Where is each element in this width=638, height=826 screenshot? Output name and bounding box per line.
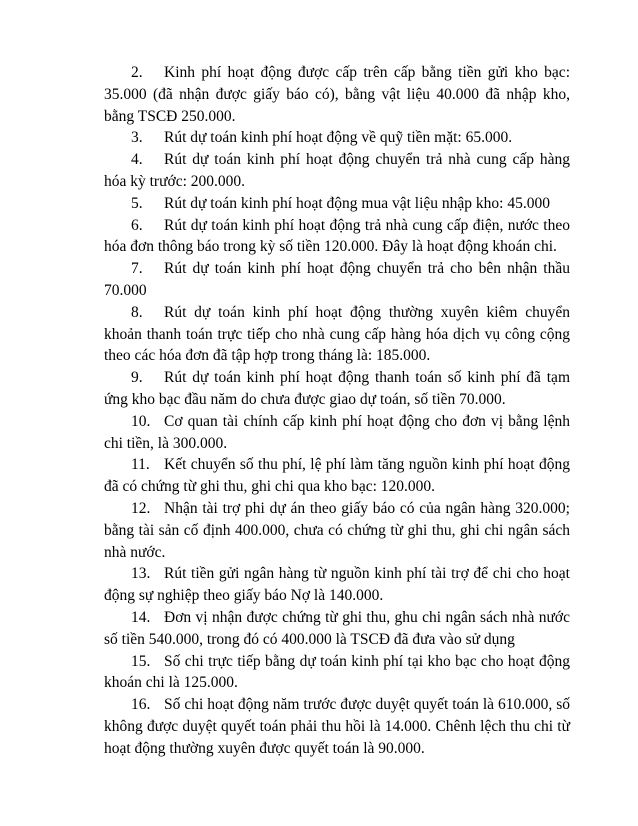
paragraph-item: [104, 607, 570, 651]
item-number: 12.: [131, 499, 151, 517]
item-number: 7.: [131, 260, 143, 278]
item-number: 9.: [131, 369, 143, 387]
paragraph-item: [104, 498, 570, 563]
item-text: Rút dự toán kinh phí hoạt động thường xuyên kiêm chuyển khoản thanh toán trực tiếp cho nhà cung cấp hàng hóa dịch vụ công cộng theo các hóa đơn đã tập hợp trong tháng là: 185.000.: [104, 303, 570, 365]
item-text: Đơn vị nhận được chứng từ ghi thu, ghu chi ngân sách nhà nước số tiền 540.000, trong đó có 400.000 là TSCĐ đã đưa vào sử dụng: [104, 608, 570, 648]
paragraph-item: [104, 367, 570, 411]
item-number: 16.: [131, 696, 151, 714]
item-number: 5.: [131, 194, 143, 212]
paragraph-list: [104, 62, 570, 760]
paragraph-item: [104, 215, 570, 259]
paragraph-item: [104, 563, 570, 607]
item-number: 14.: [131, 608, 151, 626]
item-text: Rút dự toán kinh phí hoạt động về quỹ tiền mặt: 65.000.: [164, 129, 513, 147]
item-number: 3.: [131, 129, 143, 147]
item-text: Rút dự toán kinh phí hoạt động mua vật liệu nhập kho: 45.000: [164, 194, 550, 212]
item-text: Số chi hoạt động năm trước được duyệt quyết toán là 610.000, số không được duyệt quyết toán phải thu hồi là 14.000. Chênh lệch thu chi từ hoạt động thường xuyên được quyết toán là 90.000.: [104, 696, 570, 757]
item-number: 2.: [131, 64, 143, 81]
item-text: Rút dự toán kinh phí hoạt động thanh toán số kinh phí đã tạm ứng kho bạc đầu năm do chưa được giao dự toán, số tiền 70.000.: [104, 369, 570, 408]
paragraph-item: [104, 302, 570, 367]
item-number: 8.: [131, 303, 143, 321]
paragraph-item: [104, 258, 570, 302]
item-text: Rút dự toán kinh phí hoạt động chuyển trả nhà cung cấp hàng hóa kỳ trước: 200.000.: [104, 151, 570, 190]
paragraph-item: [104, 411, 570, 455]
item-number: 15.: [131, 652, 151, 670]
item-number: 6.: [131, 216, 143, 234]
item-number: 10.: [131, 412, 151, 430]
item-number: 4.: [131, 151, 143, 169]
paragraph-item: [104, 149, 570, 193]
paragraph-item: [104, 651, 570, 695]
paragraph-item: [104, 127, 570, 149]
paragraph-item: [104, 62, 570, 127]
item-number: 11.: [131, 456, 150, 474]
paragraph-item: [104, 193, 570, 215]
item-text: Số chi trực tiếp bằng dự toán kinh phí tại kho bạc cho hoạt động khoán chi là 125.000.: [104, 652, 570, 692]
item-text: Kết chuyển số thu phí, lệ phí làm tăng nguồn kinh phí hoạt động đã có chứng từ ghi thu, ghi chi qua kho bạc: 120.000.: [104, 456, 570, 496]
item-text: Cơ quan tài chính cấp kinh phí hoạt động cho đơn vị bằng lệnh chi tiền, là 300.000.: [104, 412, 570, 452]
item-text: Rút dự toán kinh phí hoạt động trả nhà cung cấp điện, nước theo hóa đơn thông báo trong kỳ số tiền 120.000. Đây là hoạt động khoán chi.: [104, 216, 570, 256]
paragraph-item: [104, 454, 570, 498]
item-text: Rút tiền gửi ngân hàng từ nguồn kinh phí tài trợ để chi cho hoạt động sự nghiệp theo giấy báo Nợ là 140.000.: [104, 565, 570, 605]
item-text: Kinh phí hoạt động được cấp trên cấp bằng tiền gửi kho bạc: 35.000 (đã nhận được giấy báo có), bằng vật liệu 40.000 đã nhập kho, bằng TSCĐ 250.000.: [104, 64, 570, 125]
item-text: Nhận tài trợ phi dự án theo giấy báo có của ngân hàng 320.000; bằng tài sản cố định 400.000, chưa có chứng từ ghi thu, ghi chi ngân sách nhà nước.: [104, 499, 570, 561]
item-text: Rút dự toán kinh phí hoạt động chuyển trả cho bên nhận thầu 70.000: [104, 260, 570, 299]
item-number: 13.: [131, 565, 151, 583]
paragraph-item: [104, 694, 570, 759]
